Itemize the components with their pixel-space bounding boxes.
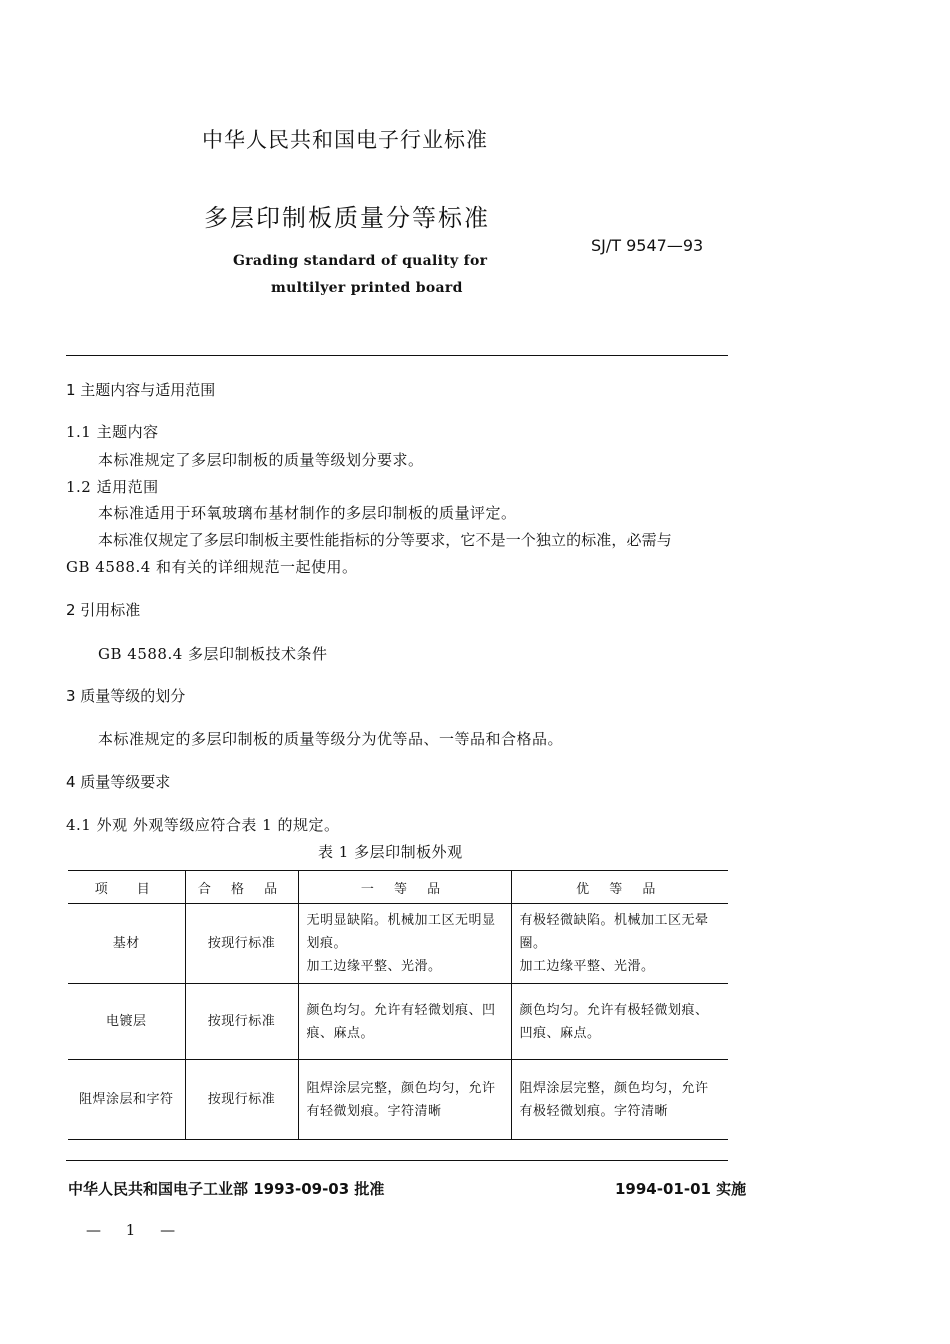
row-item-name: 阻焊涂层和字符	[68, 1060, 185, 1140]
section-3-heading: 3 质量等级的划分	[66, 687, 186, 705]
standard-title-cn: 多层印制板质量分等标准	[204, 204, 490, 232]
table-row	[68, 1060, 728, 1140]
cell-line: 有极轻微划痕。字符清晰	[519, 1103, 669, 1119]
section-2-heading: 2 引用标准	[66, 601, 141, 619]
approval-statement: 中华人民共和国电子工业部 1993-09-03 批准	[68, 1180, 385, 1198]
standard-title-en-line1: Grading standard of quality for	[233, 253, 488, 269]
section-1-2-paragraph-2-line2: GB 4588.4 和有关的详细规范一起使用。	[66, 558, 358, 576]
row-first-class-grade	[298, 984, 511, 1060]
section-3-paragraph: 本标准规定的多层印制板的质量等级分为优等品、一等品和合格品。	[98, 730, 564, 748]
row-superior-grade	[511, 984, 728, 1060]
row-qualified-grade: 按现行标准	[185, 1060, 298, 1140]
cell-line: 圈。	[519, 936, 547, 951]
row-item-name: 基材	[68, 904, 185, 984]
cell-line: 痕、麻点。	[306, 1025, 375, 1041]
column-header-qualified: 合 格 品	[185, 871, 298, 904]
cell-line: 颜色均匀。允许有极轻微划痕、	[519, 1002, 709, 1018]
section-4-heading: 4 质量等级要求	[66, 773, 171, 791]
page-number: — 1 —	[86, 1221, 186, 1239]
table-header-row	[68, 871, 728, 904]
section-1-1-paragraph: 本标准规定了多层印制板的质量等级划分要求。	[98, 451, 424, 469]
cell-line: 阻焊涂层完整，颜色均匀，允许	[519, 1080, 709, 1096]
normative-reference: GB 4588.4 多层印制板技术条件	[98, 645, 328, 663]
table-1-caption: 表 1 多层印制板外观	[318, 843, 463, 861]
row-first-class-grade	[298, 1060, 511, 1140]
implementation-date: 1994-01-01 实施	[615, 1180, 747, 1198]
table-row	[68, 904, 728, 984]
row-qualified-grade: 按现行标准	[185, 984, 298, 1060]
row-item-name: 电镀层	[68, 984, 185, 1060]
appearance-grade-table	[68, 870, 728, 1140]
cell-line: 凹痕、麻点。	[519, 1025, 601, 1041]
section-1-1-heading: 1.1 主题内容	[66, 423, 159, 441]
column-header-item: 项 目	[68, 871, 185, 904]
column-header-first-class: 一 等 品	[298, 871, 511, 904]
section-1-heading: 1 主题内容与适用范围	[66, 381, 216, 399]
row-superior-grade	[511, 904, 728, 984]
standard-code: SJ/T 9547—93	[591, 236, 704, 255]
row-first-class-grade	[298, 904, 511, 984]
header-divider	[66, 355, 728, 356]
section-1-2-paragraph-1: 本标准适用于环氧玻璃布基材制作的多层印制板的质量评定。	[98, 504, 517, 522]
table-row	[68, 984, 728, 1060]
row-superior-grade	[511, 1060, 728, 1140]
section-1-2-paragraph-2-line1: 本标准仅规定了多层印制板主要性能指标的分等要求，它不是一个独立的标准，必需与	[98, 531, 672, 549]
cell-line: 颜色均匀。允许有轻微划痕、凹	[306, 1002, 496, 1018]
standard-title-en-line2: multilyer printed board	[271, 280, 463, 296]
cell-line: 有极轻微缺陷。机械加工区无晕	[519, 913, 709, 928]
cell-line: 阻焊涂层完整，颜色均匀，允许	[306, 1080, 496, 1096]
column-header-superior: 优 等 品	[511, 871, 728, 904]
cell-line: 有轻微划痕。字符清晰	[306, 1103, 442, 1119]
issuing-organization: 中华人民共和国电子行业标准	[202, 128, 488, 152]
footer-divider	[66, 1160, 728, 1161]
cell-line: 划痕。	[306, 936, 348, 951]
cell-line: 加工边缘平整、光滑。	[519, 959, 655, 974]
row-qualified-grade: 按现行标准	[185, 904, 298, 984]
cell-line: 加工边缘平整、光滑。	[306, 959, 442, 974]
section-1-2-heading: 1.2 适用范围	[66, 478, 159, 496]
section-4-1-text: 4.1 外观 外观等级应符合表 1 的规定。	[66, 816, 340, 834]
cell-line: 无明显缺陷。机械加工区无明显	[306, 913, 496, 928]
